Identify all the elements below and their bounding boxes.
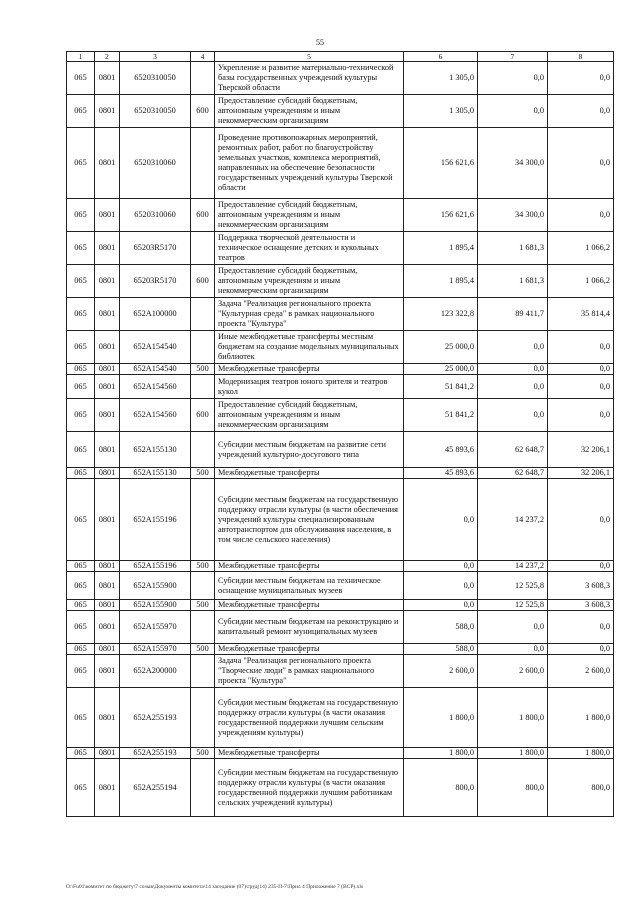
cell-code: 065	[67, 232, 95, 265]
cell-target-article: 652A200000	[120, 655, 191, 688]
cell-target-article: 652A155900	[120, 600, 191, 611]
cell-amount-year-2: 34 300,0	[478, 199, 548, 232]
cell-amount-year-1: 800,0	[404, 759, 478, 817]
table-row	[67, 128, 614, 199]
cell-amount-year-2: 62 648,7	[478, 432, 548, 468]
cell-target-article: 652A155196	[120, 479, 191, 561]
cell-description: Межбюджетные трансферты	[215, 561, 404, 572]
cell-amount-year-1: 0,0	[404, 572, 478, 600]
cell-target-article: 652A154560	[120, 399, 191, 432]
cell-target-article: 652A154560	[120, 375, 191, 399]
table-row	[67, 364, 614, 375]
cell-description: Межбюджетные трансферты	[215, 748, 404, 759]
cell-code: 065	[67, 399, 95, 432]
cell-amount-year-1: 1 305,0	[404, 95, 478, 128]
cell-expense-type	[191, 128, 215, 199]
cell-amount-year-3: 0,0	[548, 375, 614, 399]
cell-target-article: 652A155196	[120, 561, 191, 572]
cell-expense-type	[191, 759, 215, 817]
cell-expense-type	[191, 611, 215, 644]
cell-amount-year-3: 3 608,3	[548, 572, 614, 600]
page-number: 55	[316, 38, 324, 47]
cell-amount-year-2: 12 525,8	[478, 600, 548, 611]
cell-amount-year-1: 45 893,6	[404, 432, 478, 468]
cell-section: 0801	[95, 95, 120, 128]
column-header: 6	[404, 52, 478, 62]
table-row	[67, 375, 614, 399]
table-row	[67, 95, 614, 128]
cell-section: 0801	[95, 572, 120, 600]
cell-amount-year-1: 2 600,0	[404, 655, 478, 688]
cell-amount-year-2: 0,0	[478, 375, 548, 399]
cell-amount-year-3: 0,0	[548, 611, 614, 644]
cell-description: Субсидии местным бюджетам на техническое оснащение муниципальных музеев	[215, 572, 404, 600]
table-row	[67, 561, 614, 572]
cell-code: 065	[67, 611, 95, 644]
cell-amount-year-1: 1 895,4	[404, 232, 478, 265]
cell-description: Субсидии местным бюджетам на государственную поддержку отрасли культуры (в части оказания государственной поддержки лучшим работникам сельских учреждений культуры)	[215, 759, 404, 817]
cell-expense-type: 500	[191, 468, 215, 479]
cell-code: 065	[67, 432, 95, 468]
cell-expense-type: 500	[191, 748, 215, 759]
cell-amount-year-3: 0,0	[548, 95, 614, 128]
cell-code: 065	[67, 265, 95, 298]
cell-amount-year-2: 89 411,7	[478, 298, 548, 331]
cell-target-article: 65203R5170	[120, 265, 191, 298]
cell-section: 0801	[95, 600, 120, 611]
cell-description: Предоставление субсидий бюджетным, автономным учреждениям и иным некоммерческим организациям	[215, 95, 404, 128]
cell-code: 065	[67, 748, 95, 759]
cell-expense-type: 500	[191, 600, 215, 611]
cell-amount-year-2: 12 525,8	[478, 572, 548, 600]
cell-amount-year-2: 1 800,0	[478, 748, 548, 759]
cell-amount-year-3: 2 600,0	[548, 655, 614, 688]
cell-description: Межбюджетные трансферты	[215, 364, 404, 375]
cell-section: 0801	[95, 265, 120, 298]
cell-target-article: 652A100000	[120, 298, 191, 331]
cell-target-article: 652A255193	[120, 748, 191, 759]
cell-target-article: 6520310050	[120, 62, 191, 95]
cell-target-article: 652A155900	[120, 572, 191, 600]
cell-amount-year-1: 156 621,6	[404, 199, 478, 232]
cell-code: 065	[67, 62, 95, 95]
cell-expense-type	[191, 432, 215, 468]
cell-target-article: 652A155130	[120, 432, 191, 468]
cell-amount-year-2: 14 237,2	[478, 561, 548, 572]
cell-description: Субсидии местным бюджетам на государственную поддержку отрасли культуры (в части обеспечения учреждений культуры специализированным автотранспортом для обслуживания населения, в том числе сельского населения)	[215, 479, 404, 561]
table-row	[67, 748, 614, 759]
cell-target-article: 652A155130	[120, 468, 191, 479]
cell-section: 0801	[95, 298, 120, 331]
cell-amount-year-3: 0,0	[548, 62, 614, 95]
table-row	[67, 600, 614, 611]
cell-code: 065	[67, 759, 95, 817]
cell-target-article: 6520310060	[120, 199, 191, 232]
cell-amount-year-2: 1 800,0	[478, 688, 548, 748]
cell-amount-year-3: 0,0	[548, 479, 614, 561]
cell-amount-year-3: 35 814,4	[548, 298, 614, 331]
column-header: 2	[95, 52, 120, 62]
cell-amount-year-3: 0,0	[548, 399, 614, 432]
cell-code: 065	[67, 561, 95, 572]
cell-expense-type	[191, 479, 215, 561]
cell-section: 0801	[95, 199, 120, 232]
cell-expense-type: 500	[191, 644, 215, 655]
table-row	[67, 644, 614, 655]
cell-section: 0801	[95, 364, 120, 375]
table-row	[67, 688, 614, 748]
cell-amount-year-1: 0,0	[404, 561, 478, 572]
table-row	[67, 331, 614, 364]
cell-section: 0801	[95, 688, 120, 748]
table-row	[67, 572, 614, 600]
cell-target-article: 652A255194	[120, 759, 191, 817]
cell-expense-type	[191, 688, 215, 748]
cell-description: Субсидии местным бюджетам на развитие сети учреждений культурно-досугового типа	[215, 432, 404, 468]
cell-expense-type	[191, 655, 215, 688]
column-header: 1	[67, 52, 95, 62]
cell-target-article: 6520310060	[120, 128, 191, 199]
cell-amount-year-3: 1 800,0	[548, 688, 614, 748]
cell-section: 0801	[95, 375, 120, 399]
column-header: 4	[191, 52, 215, 62]
cell-code: 065	[67, 199, 95, 232]
cell-amount-year-2: 14 237,2	[478, 479, 548, 561]
cell-amount-year-1: 156 621,6	[404, 128, 478, 199]
cell-amount-year-2: 0,0	[478, 644, 548, 655]
cell-description: Предоставление субсидий бюджетным, автономным учреждениям и иным некоммерческим организациям	[215, 399, 404, 432]
cell-section: 0801	[95, 468, 120, 479]
cell-amount-year-2: 0,0	[478, 95, 548, 128]
cell-section: 0801	[95, 432, 120, 468]
cell-expense-type	[191, 62, 215, 95]
cell-code: 065	[67, 572, 95, 600]
cell-amount-year-2: 34 300,0	[478, 128, 548, 199]
cell-target-article: 65203R5170	[120, 232, 191, 265]
cell-amount-year-1: 0,0	[404, 479, 478, 561]
cell-expense-type: 600	[191, 265, 215, 298]
cell-amount-year-2: 0,0	[478, 399, 548, 432]
cell-amount-year-1: 1 895,4	[404, 265, 478, 298]
cell-section: 0801	[95, 644, 120, 655]
cell-code: 065	[67, 95, 95, 128]
cell-code: 065	[67, 128, 95, 199]
cell-amount-year-2: 62 648,7	[478, 468, 548, 479]
cell-amount-year-3: 800,0	[548, 759, 614, 817]
cell-amount-year-3: 0,0	[548, 128, 614, 199]
cell-section: 0801	[95, 759, 120, 817]
cell-description: Поддержка творческой деятельности и техническое оснащение детских и кукольных театров	[215, 232, 404, 265]
cell-description: Модернизация театров юного зрителя и театров кукол	[215, 375, 404, 399]
cell-description: Межбюджетные трансферты	[215, 644, 404, 655]
column-header: 5	[215, 52, 404, 62]
cell-section: 0801	[95, 561, 120, 572]
cell-target-article: 652A155970	[120, 611, 191, 644]
cell-section: 0801	[95, 62, 120, 95]
cell-expense-type: 500	[191, 364, 215, 375]
cell-amount-year-1: 1 305,0	[404, 62, 478, 95]
table-row	[67, 432, 614, 468]
cell-amount-year-2: 800,0	[478, 759, 548, 817]
cell-amount-year-2: 1 681,3	[478, 265, 548, 298]
cell-expense-type	[191, 232, 215, 265]
cell-amount-year-2: 0,0	[478, 364, 548, 375]
cell-amount-year-2: 0,0	[478, 331, 548, 364]
table-row	[67, 298, 614, 331]
cell-target-article: 6520310050	[120, 95, 191, 128]
table-row	[67, 199, 614, 232]
cell-code: 065	[67, 688, 95, 748]
cell-code: 065	[67, 644, 95, 655]
table-row	[67, 468, 614, 479]
table-row	[67, 655, 614, 688]
cell-description: Субсидии местным бюджетам на реконструкцию и капитальный ремонт муниципальных музеев	[215, 611, 404, 644]
column-header: 3	[120, 52, 191, 62]
cell-code: 065	[67, 298, 95, 331]
cell-description: Иные межбюджетные трансферты местным бюджетам на создание модельных муниципальных библиотек	[215, 331, 404, 364]
cell-expense-type: 600	[191, 399, 215, 432]
cell-amount-year-3: 32 206,1	[548, 432, 614, 468]
cell-target-article: 652A255193	[120, 688, 191, 748]
cell-amount-year-1: 25 000,0	[404, 331, 478, 364]
cell-target-article: 652A155970	[120, 644, 191, 655]
table-row	[67, 399, 614, 432]
cell-amount-year-1: 1 800,0	[404, 688, 478, 748]
cell-description: Межбюджетные трансферты	[215, 600, 404, 611]
cell-code: 065	[67, 479, 95, 561]
cell-amount-year-1: 588,0	[404, 611, 478, 644]
cell-amount-year-2: 0,0	[478, 611, 548, 644]
cell-expense-type	[191, 572, 215, 600]
column-header: 8	[548, 52, 614, 62]
cell-amount-year-1: 0,0	[404, 600, 478, 611]
table-row	[67, 611, 614, 644]
cell-description: Межбюджетные трансферты	[215, 468, 404, 479]
table-row	[67, 232, 614, 265]
cell-section: 0801	[95, 399, 120, 432]
cell-amount-year-1: 588,0	[404, 644, 478, 655]
cell-amount-year-3: 0,0	[548, 199, 614, 232]
cell-description: Предоставление субсидий бюджетным, автономным учреждениям и иным некоммерческим организациям	[215, 199, 404, 232]
cell-amount-year-3: 0,0	[548, 331, 614, 364]
cell-code: 065	[67, 375, 95, 399]
cell-code: 065	[67, 655, 95, 688]
cell-code: 065	[67, 331, 95, 364]
table-row	[67, 479, 614, 561]
column-header: 7	[478, 52, 548, 62]
cell-description: Укрепление и развитие материально-технической базы государственных учреждений культуры Тверской области	[215, 62, 404, 95]
cell-target-article: 652A154540	[120, 364, 191, 375]
cell-amount-year-1: 123 322,8	[404, 298, 478, 331]
cell-section: 0801	[95, 748, 120, 759]
table-body	[67, 62, 614, 817]
cell-code: 065	[67, 600, 95, 611]
table-header-row	[67, 52, 614, 62]
cell-section: 0801	[95, 128, 120, 199]
cell-amount-year-3: 0,0	[548, 644, 614, 655]
cell-amount-year-1: 45 893,6	[404, 468, 478, 479]
cell-amount-year-1: 1 800,0	[404, 748, 478, 759]
cell-amount-year-3: 32 206,1	[548, 468, 614, 479]
cell-expense-type	[191, 331, 215, 364]
cell-code: 065	[67, 364, 95, 375]
file-path-footer: O:\Fu01\комитет по бюджету\7 созыв\Документы комитета\14 заседание (07)\груд(14) 235-П-7\Прил 4 Приложение 7 (ВСР).xls	[66, 884, 364, 890]
cell-description: Задача "Реализация регионального проекта "Творческие люди" в рамках национального проекта "Культура"	[215, 655, 404, 688]
cell-section: 0801	[95, 611, 120, 644]
table-row	[67, 62, 614, 95]
cell-amount-year-2: 1 681,3	[478, 232, 548, 265]
cell-amount-year-1: 51 841,2	[404, 375, 478, 399]
cell-amount-year-3: 1 066,2	[548, 232, 614, 265]
budget-table	[66, 51, 614, 817]
cell-section: 0801	[95, 479, 120, 561]
cell-code: 065	[67, 468, 95, 479]
cell-target-article: 652A154540	[120, 331, 191, 364]
cell-amount-year-3: 0,0	[548, 561, 614, 572]
cell-amount-year-3: 3 608,3	[548, 600, 614, 611]
cell-description: Задача "Реализация регионального проекта "Культурная среда" в рамках национального проекта "Культура"	[215, 298, 404, 331]
cell-amount-year-3: 1 066,2	[548, 265, 614, 298]
cell-amount-year-2: 2 600,0	[478, 655, 548, 688]
table-row	[67, 265, 614, 298]
cell-description: Проведение противопожарных мероприятий, ремонтных работ, работ по благоустройству земельных участков, комплекса мероприятий, направленных на обеспечение безопасности государственных учреждений культуры Тверской области	[215, 128, 404, 199]
cell-section: 0801	[95, 331, 120, 364]
cell-amount-year-1: 51 841,2	[404, 399, 478, 432]
cell-section: 0801	[95, 655, 120, 688]
cell-amount-year-3: 0,0	[548, 364, 614, 375]
table-row	[67, 759, 614, 817]
cell-section: 0801	[95, 232, 120, 265]
cell-expense-type: 600	[191, 199, 215, 232]
cell-description: Субсидии местным бюджетам на государственную поддержку отрасли культуры (в части оказания государственной поддержки лучшим сельским учреждениям культуры)	[215, 688, 404, 748]
cell-amount-year-2: 0,0	[478, 62, 548, 95]
cell-expense-type	[191, 375, 215, 399]
cell-expense-type: 500	[191, 561, 215, 572]
cell-expense-type: 600	[191, 95, 215, 128]
cell-amount-year-1: 25 000,0	[404, 364, 478, 375]
cell-description: Предоставление субсидий бюджетным, автономным учреждениям и иным некоммерческим организациям	[215, 265, 404, 298]
cell-amount-year-3: 1 800,0	[548, 748, 614, 759]
cell-expense-type	[191, 298, 215, 331]
